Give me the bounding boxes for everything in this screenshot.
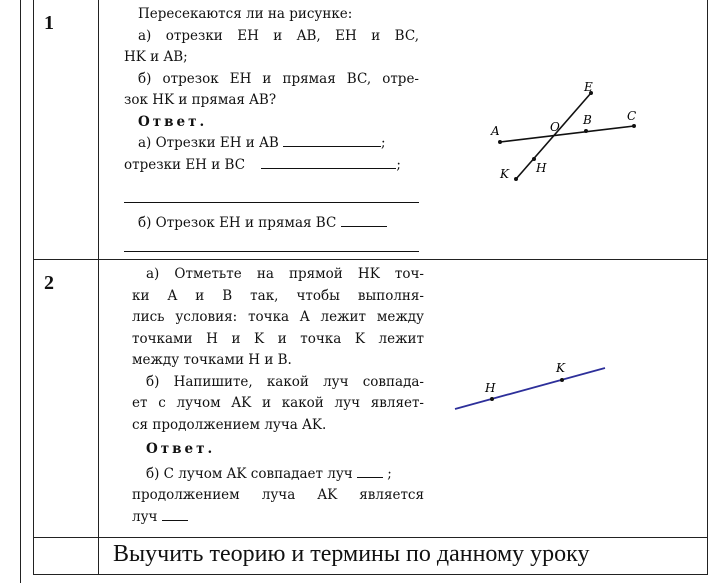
task1-answer-line bbox=[124, 213, 424, 235]
point-K bbox=[514, 177, 518, 181]
semicolon: ; bbox=[396, 156, 401, 173]
task2-answer-line bbox=[132, 507, 424, 529]
answer-blank[interactable] bbox=[357, 465, 383, 478]
semicolon: ; bbox=[381, 135, 386, 151]
semicolon: ; bbox=[387, 465, 392, 482]
task2-line: продолжением луча AK является bbox=[132, 487, 424, 503]
answer-blank-line[interactable] bbox=[124, 251, 419, 252]
answer-blank[interactable] bbox=[162, 508, 188, 521]
task2-line: точками H и K и точка K лежит bbox=[132, 330, 424, 347]
page-edge-line bbox=[20, 0, 21, 583]
task2-text bbox=[132, 264, 424, 528]
table-bottom-border bbox=[33, 574, 708, 575]
task1-line: б) отрезок EH и прямая BC, отре- bbox=[138, 70, 419, 87]
task-number-2: 2 bbox=[44, 272, 54, 294]
line-HK bbox=[455, 368, 605, 409]
task1-line: Пересекаются ли на рисунке: bbox=[138, 6, 353, 22]
line-AC bbox=[500, 126, 634, 142]
task1-answer-line bbox=[124, 133, 419, 155]
point-A bbox=[498, 140, 502, 144]
label-A: A bbox=[491, 124, 500, 138]
segment-EK bbox=[516, 93, 591, 179]
task2-line: ет с лучом AK и какой луч являет- bbox=[132, 395, 424, 411]
task2-line: ки A и B так, чтобы выполня- bbox=[132, 287, 424, 304]
answer-blank-line[interactable] bbox=[124, 202, 419, 203]
task2-line: луч bbox=[132, 508, 158, 525]
task1-text bbox=[124, 4, 419, 176]
label-B: B bbox=[583, 113, 592, 127]
table-column-divider bbox=[98, 0, 99, 575]
task1-answer-line bbox=[124, 155, 419, 177]
label-C: C bbox=[627, 109, 637, 123]
task2-answer-line bbox=[132, 464, 424, 486]
point-C bbox=[632, 124, 636, 128]
task-number-1: 1 bbox=[44, 12, 54, 34]
task2-line: ся продолжением луча AK. bbox=[132, 416, 327, 433]
task2-line: а) Отметьте на прямой HK точ- bbox=[146, 266, 424, 282]
answer-blank[interactable] bbox=[261, 156, 396, 169]
point-H bbox=[490, 397, 494, 401]
label-O: O bbox=[550, 120, 560, 134]
task1-line: HK и AB; bbox=[124, 49, 188, 65]
table-right-border bbox=[707, 0, 708, 575]
label-K: K bbox=[556, 361, 565, 375]
task1-line: а) Отрезки EH и AB bbox=[138, 135, 279, 151]
answer-blank[interactable] bbox=[341, 214, 387, 227]
task1-line: отрезки EH и BC bbox=[124, 156, 246, 173]
label-H: H bbox=[536, 161, 547, 175]
line-HK-figure bbox=[445, 355, 615, 415]
point-B bbox=[584, 129, 588, 133]
task1-line: б) Отрезок EH и прямая BC bbox=[138, 215, 337, 231]
answer-label: Ответ. bbox=[138, 113, 208, 130]
answer-label: Ответ. bbox=[146, 441, 216, 457]
label-K: K bbox=[500, 167, 509, 181]
task1-line: зок HK и прямая AB? bbox=[124, 92, 277, 108]
point-K bbox=[560, 378, 564, 382]
label-H: H bbox=[485, 381, 496, 395]
task2-line: между точками H и B. bbox=[132, 352, 292, 368]
intersecting-lines-figure bbox=[470, 70, 660, 190]
table-left-border bbox=[33, 0, 34, 575]
row-divider-1 bbox=[33, 259, 708, 260]
task2-line: б) С лучом AK совпадает луч bbox=[146, 465, 353, 482]
task1-text-b bbox=[124, 213, 424, 235]
row-divider-2 bbox=[33, 537, 708, 538]
task2-line: б) Напишите, какой луч совпада- bbox=[146, 373, 424, 390]
homework-note: Выучить теорию и термины по данному уроку bbox=[113, 541, 590, 567]
task2-line: лись условия: точка A лежит между bbox=[132, 309, 424, 325]
task1-line: а) отрезки EH и AB, EH и BC, bbox=[138, 27, 419, 44]
label-E: E bbox=[584, 80, 593, 94]
answer-blank[interactable] bbox=[283, 134, 381, 147]
